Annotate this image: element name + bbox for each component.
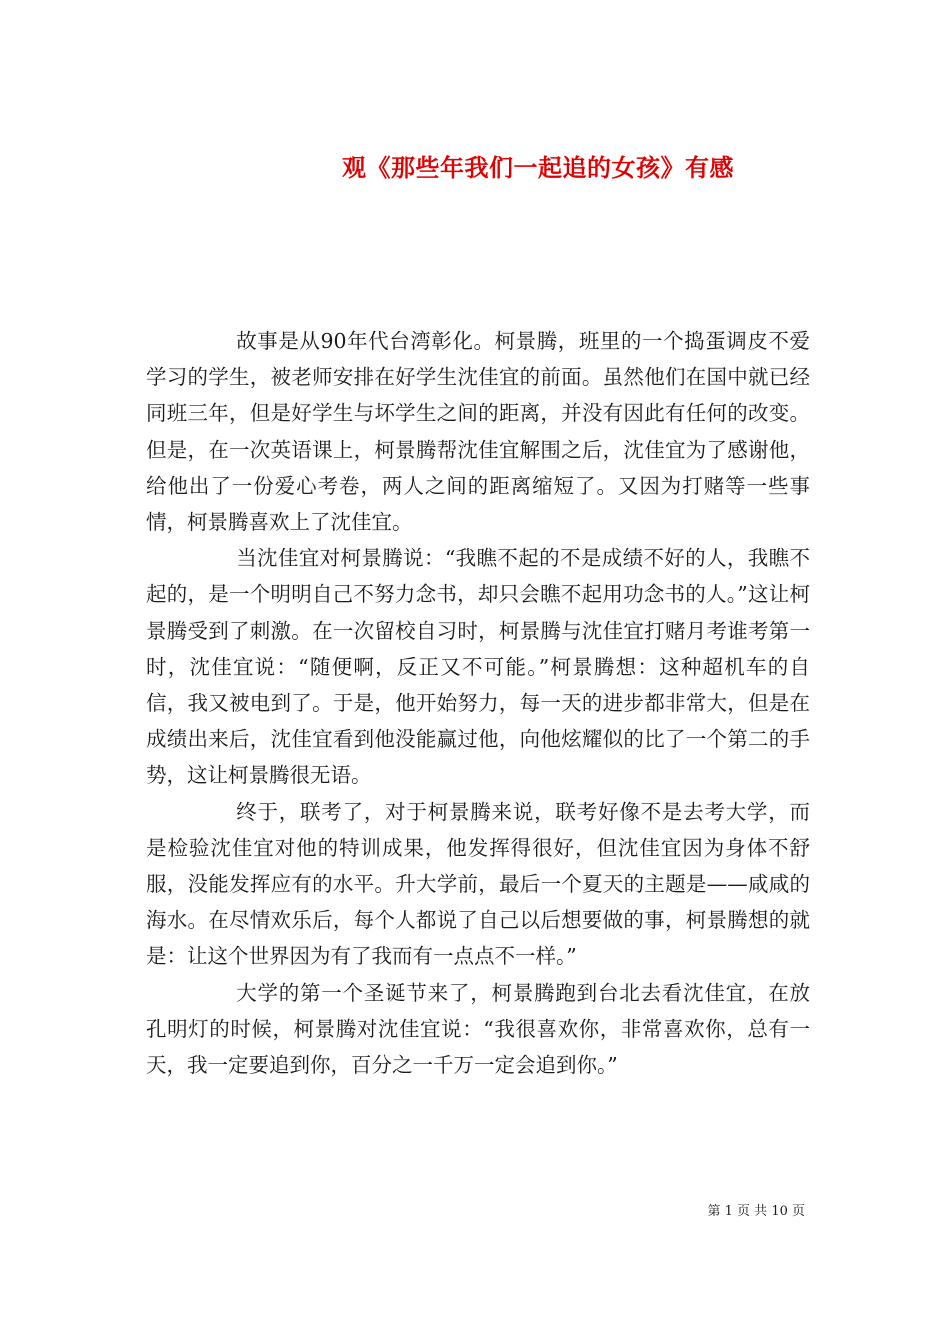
paragraph: 故事是从90年代台湾彰化。柯景腾，班里的一个捣蛋调皮不爱学习的学生，被老师安排在好学生沈佳宜的前面。虽然他们在国中就已经同班三年，但是好学生与坏学生之间的距离，并没有因此有任何的改变。但是，在一次英语课上，柯景腾帮沈佳宜解围之后，沈佳宜为了感谢他，给他出了一份爱心考卷，两人之间的距离缩短了。又因为打赌等一些事情，柯景腾喜欢上了沈佳宜。 <box>146 329 810 535</box>
document-body <box>146 323 810 1083</box>
page-number: 第 1 页 共 10 页 <box>707 1204 805 1219</box>
paragraph: 终于，联考了，对于柯景腾来说，联考好像不是去考大学，而是检验沈佳宜对他的特训成果，他发挥得很好，但沈佳宜因为身体不舒服，没能发挥应有的水平。升大学前，最后一个夏天的主题是——咸咸的海水。在尽情欢乐后，每个人都说了自己以后想要做的事，柯景腾想的就是：让这个世界因为有了我而有一点点不一样。” <box>146 799 810 969</box>
page-title: 观《那些年我们一起追的女孩》有感 <box>342 153 734 183</box>
paragraph: 大学的第一个圣诞节来了，柯景腾跑到台北去看沈佳宜，在放孔明灯的时候，柯景腾对沈佳宜说：“我很喜欢你，非常喜欢你，总有一天，我一定要追到你，百分之一千万一定会追到你。” <box>146 980 810 1078</box>
paragraph: 当沈佳宜对柯景腾说：“我瞧不起的不是成绩不好的人，我瞧不起的，是一个明明自己不努力念书，却只会瞧不起用功念书的人。”这让柯景腾受到了刺激。在一次留校自习时，柯景腾与沈佳宜打赌月考谁考第一时，沈佳宜说：“随便啊，反正又不可能。”柯景腾想：这种超机车的自信，我又被电到了。于是，他开始努力，每一天的进步都非常大，但是在成绩出来后，沈佳宜看到他没能赢过他，向他炫耀似的比了一个第二的手势，这让柯景腾很无语。 <box>146 546 810 788</box>
